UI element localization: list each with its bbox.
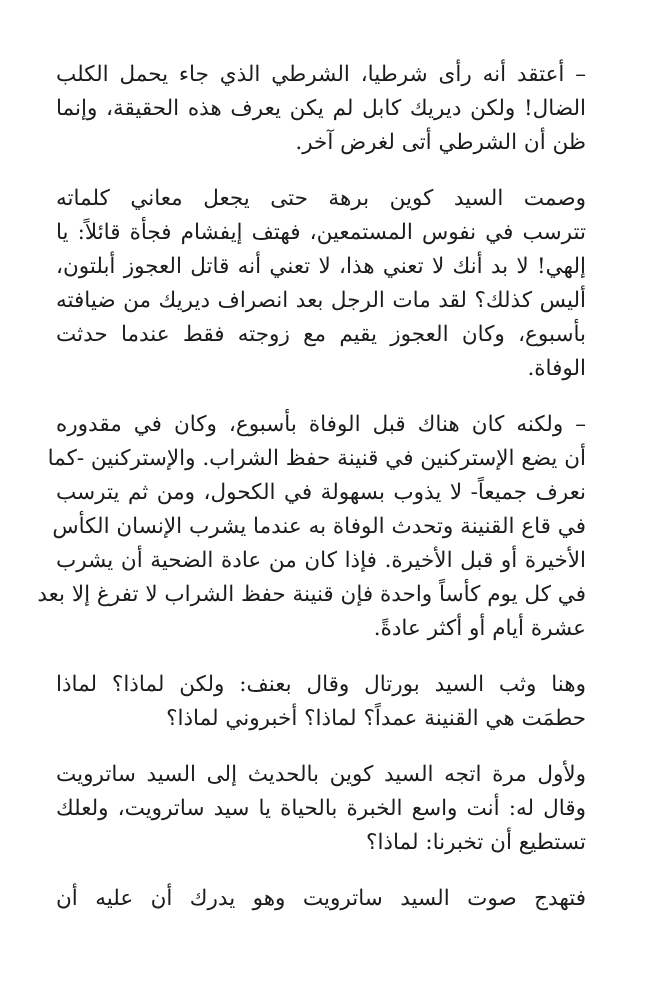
text-line: بأسبوع، وكان العجوز يقيم مع زوجته فقط عندما حدثت [56, 322, 586, 347]
text-line: أليس كذلك؟ لقد مات الرجل بعد انصراف ديريك من ضيافته [56, 288, 586, 313]
text-line: تستطيع أن تخبرنا: لماذا؟ [366, 830, 586, 855]
text-line: تترسب في نفوس المستمعين، فهتف إيفشام فجأة قائلاً: يا [56, 220, 586, 245]
paragraph-5 [56, 758, 586, 860]
text-line: ظن أن الشرطي أتى لغرض آخر. [295, 130, 586, 155]
text-line: ولأول مرة اتجه السيد كوين بالحديث إلى السيد ساترويت [56, 762, 586, 787]
paragraph-6 [56, 882, 586, 916]
text-line: وقال له: أنت واسع الخبرة بالحياة يا سيد ساترويت، ولعلك [56, 796, 586, 821]
text-line: عشرة أيام أو أكثر عادةً. [373, 616, 586, 641]
text-line: الضال! ولكن ديريك كابل لم يكن يعرف هذه الحقيقة، وإنما [56, 96, 586, 121]
text-line: – أعتقد أنه رأى شرطيا، الشرطي الذي جاء يحمل الكلب [56, 62, 586, 87]
text-line: وصمت السيد كوين برهة حتى يجعل معاني كلماته [56, 186, 586, 211]
text-line: في كل يوم كأساً واحدة فإن قنينة حفظ الشراب لا تفرغ إلا بعد [37, 582, 586, 607]
paragraph-2 [56, 182, 586, 386]
book-page-text [37, 58, 586, 938]
text-line: إلهي! لا بد أنك لا تعني هذا، لا تعني أنه قاتل العجوز أبلتون، [56, 254, 586, 279]
paragraph-4 [56, 668, 586, 736]
text-line: أن يضع الإستركنين في قنينة حفظ الشراب. والإستركنين -كما [47, 446, 586, 471]
paragraph-1 [56, 58, 586, 160]
paragraph-3 [37, 408, 586, 646]
text-line: الوفاة. [527, 356, 586, 381]
text-line: فتهدج صوت السيد ساترويت وهو يدرك أن عليه أن [56, 886, 586, 911]
text-line: حطمَت هي القنينة عمداً؟ لماذا؟ أخبروني لماذا؟ [166, 706, 586, 731]
text-line: – ولكنه كان هناك قبل الوفاة بأسبوع، وكان في مقدوره [56, 412, 586, 437]
text-line: نعرف جميعاً- لا يذوب بسهولة في الكحول، ومن ثم يترسب [56, 480, 586, 505]
text-line: في قاع القنينة وتحدث الوفاة به عندما يشرب الإنسان الكأس [52, 514, 586, 539]
text-line: وهنا وثب السيد بورتال وقال بعنف: ولكن لماذا؟ لماذا [56, 672, 586, 697]
text-line: الأخيرة أو قبل الأخيرة. فإذا كان من عادة الضحية أن يشرب [56, 548, 586, 573]
